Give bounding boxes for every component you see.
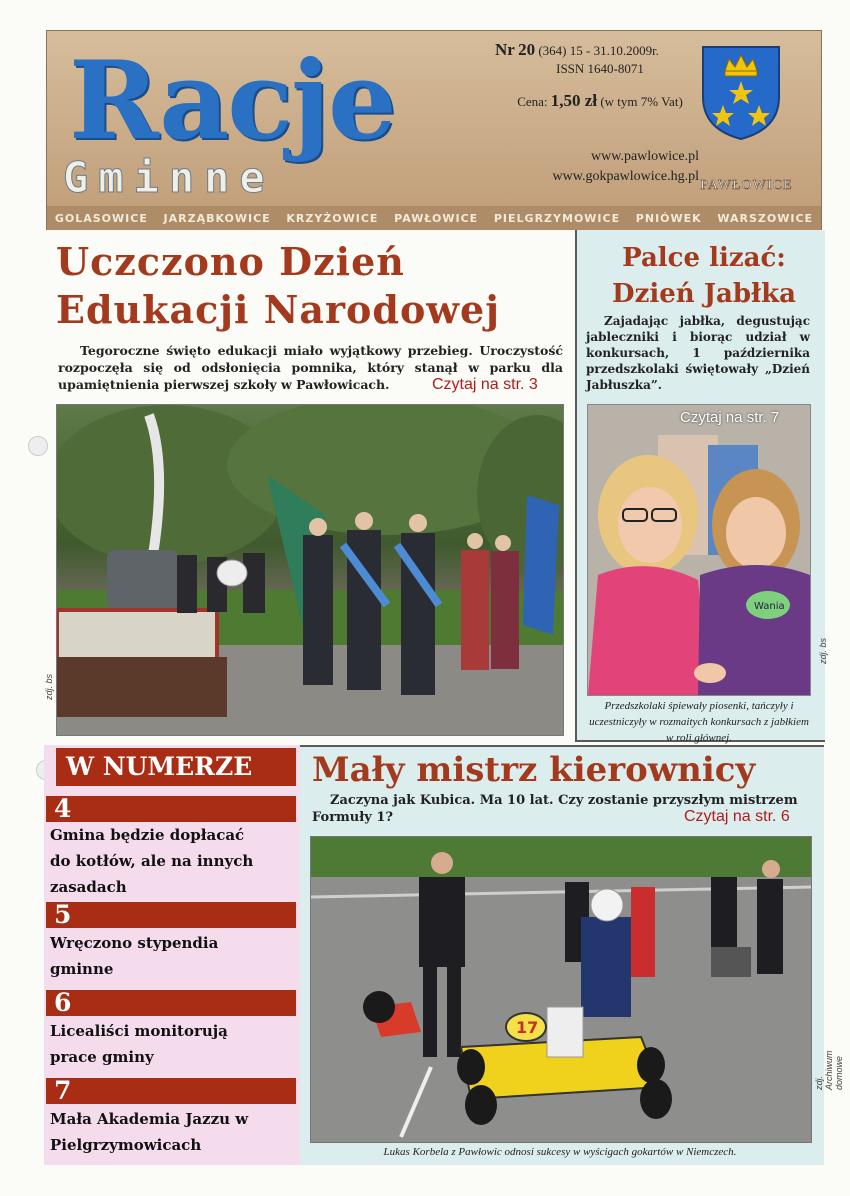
price-note: (w tym 7% Vat) xyxy=(600,94,683,109)
toc-item-line: gminne xyxy=(50,960,114,978)
toc-item-line: zasadach xyxy=(50,878,127,896)
karting-photo xyxy=(310,836,812,1143)
masthead xyxy=(46,30,822,230)
villages-strip xyxy=(47,206,821,230)
village-name: JARZĄBKOWICE xyxy=(163,211,271,225)
apple-caption: Przedszkolaki śpiewały piosenki, tańczyły i uczestniczyły w rozmaitych konkursach z jabłkiem w roli głównej. xyxy=(589,700,809,744)
toc-item[interactable] xyxy=(50,930,290,982)
apple-headline-line: Palce lizać: xyxy=(622,243,786,273)
issue-info xyxy=(495,41,705,111)
village-name: WARSZOWICE xyxy=(717,211,814,225)
toc-item[interactable] xyxy=(50,1106,290,1158)
newspaper-subtitle: Gminne xyxy=(63,153,275,202)
website-link[interactable]: www.pawlowice.pl xyxy=(591,149,699,164)
village-name: KRZYŻOWICE xyxy=(286,211,379,225)
village-name: PAWŁOWICE xyxy=(394,211,479,225)
toc-page-number: 4 xyxy=(54,794,72,823)
lead-summary: Tegoroczne święto edukacji miało wyjątkowy przebieg. Uroczystość rozpoczęła się od odsłonięcia pomnika, który stanął w parku dla upamiętnienia pierwszej szkoły w Pawłowicach. xyxy=(58,343,563,392)
lead-headline-line: Edukacji Narodowej xyxy=(56,287,500,332)
karting-caption: Lukas Korbela z Pawłowic odnosi sukcesy w wyścigach gokartów w Niemczech. xyxy=(383,1146,737,1158)
newspaper-title: Racje xyxy=(69,38,395,164)
monument-ceremony-illustration xyxy=(57,405,563,735)
apple-photo-credit: zdj. bs xyxy=(818,637,828,664)
issue-nr-label: Nr xyxy=(495,40,515,59)
karting-photo-credit: zdj. Archiwum domowe xyxy=(814,1050,844,1090)
toc-item-line: Wręczono stypendia xyxy=(50,934,219,952)
toc-header: W NUMERZE xyxy=(66,752,253,781)
toc-item-line: Licealiści monitorują xyxy=(50,1022,228,1040)
price-label: Cena: xyxy=(517,94,548,109)
toc-item-line: Mała Akademia Jazzu w xyxy=(50,1110,249,1128)
kart-number-text: 17 xyxy=(516,1018,539,1037)
village-name: PIELGRZYMOWICE xyxy=(493,211,621,225)
go-kart-illustration xyxy=(311,837,811,1142)
apple-photo xyxy=(587,404,811,696)
toc-page-badge xyxy=(46,1078,296,1104)
toc-item-line: Gmina będzie dopłacać xyxy=(50,826,245,844)
apple-summary: Zajadając jabłka, degustując jableczniki i biorąc udział w konkursach, 1 października przedszkolaki świętowały „Dzień Jabłuszka”. xyxy=(586,314,810,392)
lead-headline-line: Uczczono Dzień xyxy=(56,239,405,284)
toc-item-line: do kotłów, ale na innych xyxy=(50,852,254,870)
toc-page-badge xyxy=(46,990,296,1016)
pawlowice-crest-icon xyxy=(701,45,781,141)
issn: ISSN 1640-8071 xyxy=(556,61,644,76)
apple-headline xyxy=(584,240,824,312)
toc-item[interactable] xyxy=(50,822,290,900)
preschool-children-illustration xyxy=(588,405,810,695)
karting-headline: Mały mistrz kierownicy xyxy=(312,750,756,790)
punch-hole xyxy=(28,436,48,456)
lead-photo xyxy=(56,404,564,736)
toc-page-number: 7 xyxy=(54,1076,72,1105)
website-link[interactable]: www.gokpawlowice.hg.pl xyxy=(552,169,699,184)
toc-item-line: Pielgrzymowicach xyxy=(50,1136,202,1154)
price-value: 1,50 zł xyxy=(550,91,598,110)
toc-page-number: 6 xyxy=(54,988,72,1017)
toc-page-badge xyxy=(46,902,296,928)
lead-headline xyxy=(56,238,566,334)
village-name: GOLASOWICE xyxy=(54,211,148,225)
websites xyxy=(499,147,699,187)
toc-item[interactable] xyxy=(50,1018,290,1070)
karting-read-more-link[interactable]: Czytaj na str. 6 xyxy=(684,808,790,825)
apple-read-more-link[interactable]: Czytaj na str. 7 xyxy=(680,409,780,426)
price xyxy=(495,92,705,111)
karting-summary: Zaczyna jak Kubica. Ma 10 lat. Czy zostanie przyszłym mistrzem Formuły 1? xyxy=(312,793,798,825)
crest-label: PAWŁOWICE xyxy=(700,178,793,193)
issue-detail: (364) 15 - 31.10.2009r. xyxy=(538,43,659,58)
village-name: PNIÓWEK xyxy=(635,211,702,225)
toc-page-number: 5 xyxy=(54,900,72,929)
issue-number: 20 xyxy=(518,40,536,59)
toc-page-badge xyxy=(46,796,296,822)
toc-item-line: prace gminy xyxy=(50,1048,154,1066)
lead-read-more-link[interactable]: Czytaj na str. 3 xyxy=(432,376,538,393)
apple-headline-line: Dzień Jabłka xyxy=(612,279,796,309)
lead-photo-credit: zdj. bs xyxy=(44,673,54,700)
name-tag-text: Wania xyxy=(754,601,785,612)
